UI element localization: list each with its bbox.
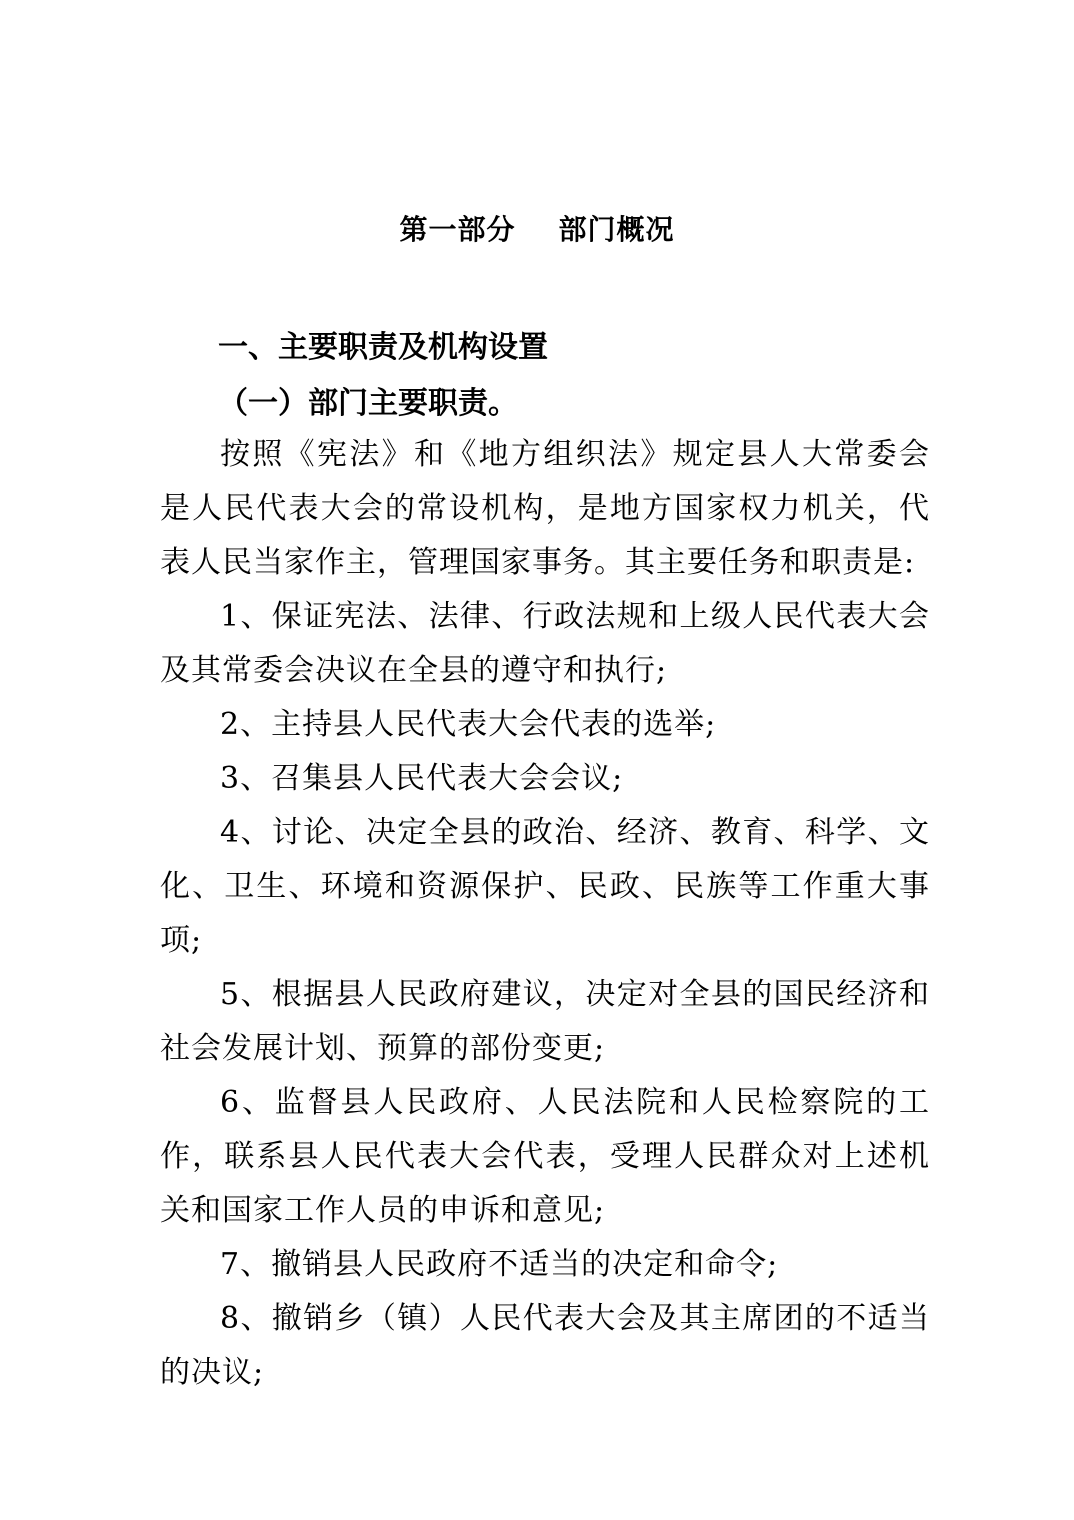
page-title: 第一部分 部门概况 [399,213,675,246]
duty-item-6: 6、监督县人民政府、人民法院和人民检察院的工作，联系县人民代表大会代表，受理人民群众对上述机关和国家工作人员的申诉和意见; [160,1085,930,1228]
duty-item-4: 4、讨论、决定全县的政治、经济、教育、科学、文化、卫生、环境和资源保护、民政、民族等工作重大事项; [160,815,930,958]
duty-item-2: 2、主持县人民代表大会代表的选举; [220,707,717,742]
duty-item-3: 3、召集县人民代表大会会议; [220,761,624,796]
duty-item-5: 5、根据县人民政府建议，决定对全县的国民经济和社会发展计划、预算的部份变更; [160,977,930,1066]
intro-paragraph: 按照《宪法》和《地方组织法》规定县人大常委会是人民代表大会的常设机构，是地方国家权力机关，代表人民当家作主，管理国家事务。其主要任务和职责是: [160,437,930,580]
duty-item-8: 8、撤销乡（镇）人民代表大会及其主席团的不适当的决议; [160,1301,930,1390]
section-heading: 一、主要职责及机构设置 [218,330,548,365]
duty-item-7: 7、撤销县人民政府不适当的决定和命令; [220,1247,779,1282]
body-text [160,428,930,1400]
duty-item-1: 1、保证宪法、法律、行政法规和上级人民代表大会及其常委会决议在全县的遵守和执行; [160,599,930,688]
subsection-heading: （一）部门主要职责。 [218,386,518,421]
